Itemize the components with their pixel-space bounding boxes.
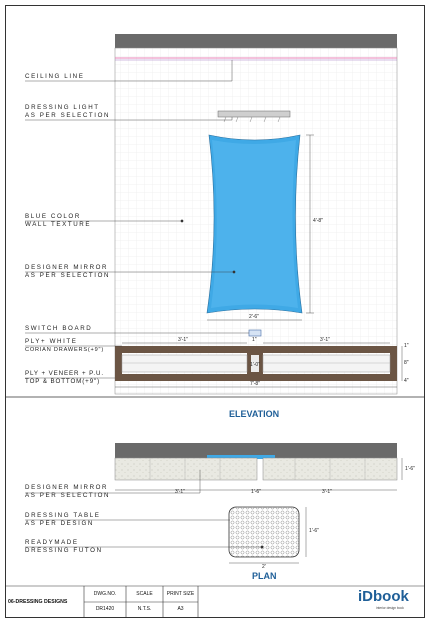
plan-dim-futon-width: 2' bbox=[262, 564, 266, 570]
label-switch-board: SWITCH BOARD bbox=[25, 325, 93, 332]
dim-right-h1: 1" bbox=[404, 343, 409, 349]
plan-label-futon-note: DRESSING FUTON bbox=[25, 547, 103, 554]
plan-dim-depth: 1'-6" bbox=[405, 466, 415, 472]
label-wall-texture-note: WALL TEXTURE bbox=[25, 221, 92, 228]
plan-label-mirror: DESIGNER MIRROR bbox=[25, 484, 109, 491]
brand-logo: iDbook bbox=[358, 588, 409, 605]
dwg-no-value: DR1420 bbox=[95, 606, 115, 612]
plan-label-table-note: AS PER DESIGN bbox=[25, 520, 94, 527]
plan-label-table: DRESSING TABLE bbox=[25, 512, 101, 519]
print-size-label: PRINT SIZE bbox=[166, 591, 195, 597]
plan-label-mirror-note: AS PER SELECTION bbox=[25, 492, 111, 499]
plan-dim-right: 3'-1" bbox=[322, 489, 332, 495]
label-mirror-note: AS PER SELECTION bbox=[25, 272, 111, 279]
brand-tagline: interior design book bbox=[376, 606, 404, 610]
dim-right-drawer: 3'-1" bbox=[320, 337, 330, 343]
switch-board bbox=[249, 330, 261, 336]
label-dressing-light: DRESSING LIGHT bbox=[25, 104, 100, 111]
cabinet-bottom bbox=[115, 374, 397, 381]
label-wall-texture: BLUE COLOR bbox=[25, 213, 81, 220]
label-drawers-note: CORIAN DRAWERS(+9") bbox=[25, 347, 104, 353]
plan-dim-center: 1'-6" bbox=[251, 489, 261, 495]
dim-mirror-height: 4'-8" bbox=[313, 218, 323, 224]
dim-center-height: 1'-0" bbox=[250, 362, 260, 368]
left-drawer bbox=[122, 355, 247, 372]
dressing-futon bbox=[229, 507, 299, 557]
drawing-title: 06-DRESSING DESIGNS bbox=[8, 599, 68, 605]
plan-table-left bbox=[115, 458, 257, 480]
dim-center-gap: 1" bbox=[252, 337, 257, 343]
dim-right-h2: 8" bbox=[404, 360, 409, 366]
plan-label-futon: READYMADE bbox=[25, 539, 79, 546]
label-top-bottom-note: TOP & BOTTOM(+9") bbox=[25, 378, 101, 385]
plan-dim-left: 3'-1" bbox=[175, 489, 185, 495]
label-dressing-light-note: AS PER SELECTION bbox=[25, 112, 111, 119]
dressing-light bbox=[218, 111, 290, 117]
elevation-title: ELEVATION bbox=[229, 409, 280, 419]
label-mirror: DESIGNER MIRROR bbox=[25, 264, 109, 271]
right-drawer bbox=[263, 355, 390, 372]
dim-left-drawer: 3'-1" bbox=[178, 337, 188, 343]
scale-value: N.T.S. bbox=[137, 606, 152, 612]
dim-mirror-width: 2'-6" bbox=[249, 314, 259, 320]
dwg-no-label: DWG.NO. bbox=[93, 591, 117, 597]
dim-overall-width: 7'-8" bbox=[250, 381, 260, 387]
dim-right-h3: 4" bbox=[404, 378, 409, 384]
ceiling-slab bbox=[115, 34, 397, 48]
plan-dim-futon-depth: 1'-6" bbox=[309, 528, 319, 534]
label-drawers: PLY+ WHITE bbox=[25, 338, 78, 345]
print-size-value: A3 bbox=[177, 606, 184, 612]
scale-label: SCALE bbox=[136, 591, 153, 597]
plan-title: PLAN bbox=[252, 571, 277, 581]
label-ceiling-line: CEILING LINE bbox=[25, 73, 85, 80]
label-top-bottom: PLY + VENEER + P.U. bbox=[25, 370, 105, 377]
cabinet-top bbox=[115, 346, 397, 353]
